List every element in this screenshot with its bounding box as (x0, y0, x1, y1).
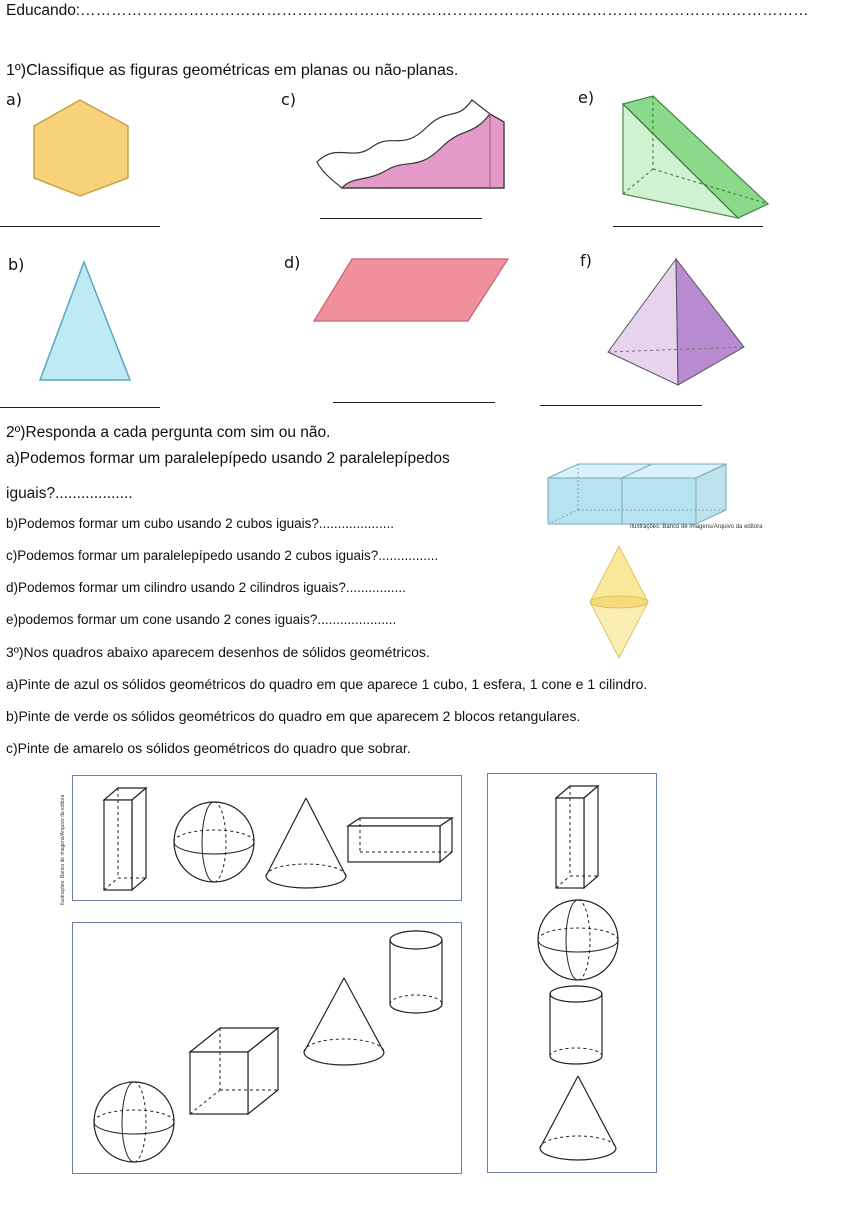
sphere-shape-1 (172, 800, 256, 884)
sphere-shape-3 (536, 898, 620, 982)
question-3c: c)Pinte de amarelo os sólidos geométricos do quadro que sobrar. (6, 740, 411, 756)
wavy-surface-figure (312, 92, 512, 192)
question-2c: c)Podemos formar um paralelepípedo usando 2 cubos iguais?................ (6, 548, 439, 563)
triangular-prism-figure (618, 94, 768, 224)
question-1-title: 1º)Classifique as figuras geométricas em planas ou não-planas. (6, 62, 459, 79)
student-name-field: Educando:…………………………………………………………………………………………………………………………… (6, 2, 809, 19)
rectangular-block-shape-1 (346, 816, 456, 866)
tall-prism-shape-3 (552, 782, 602, 892)
answer-line-e[interactable] (613, 226, 763, 227)
question-2a-line2: iguais?.................. (6, 485, 133, 502)
question-2b: b)Podemos formar um cubo usando 2 cubos iguais?.................... (6, 516, 394, 531)
sphere-shape-2 (92, 1080, 176, 1164)
question-2d: d)Podemos formar um cilindro usando 2 cilindros iguais?................ (6, 580, 406, 595)
answer-line-a[interactable] (0, 226, 160, 227)
question-2e: e)podemos formar um cone usando 2 cones iguais?..................... (6, 612, 397, 627)
answer-line-c[interactable] (320, 218, 482, 219)
label-e: e) (578, 88, 595, 107)
question-2-title: 2º)Responda a cada pergunta com sim ou não. (6, 424, 331, 441)
tall-prism-shape-1 (100, 784, 150, 894)
parallelogram-figure (312, 257, 512, 327)
label-c: c) (281, 90, 297, 109)
answer-line-b[interactable] (0, 407, 160, 408)
label-f: f) (580, 251, 592, 270)
credit-q2: Ilustrações: Banco de imagens/Arquivo da editora (630, 524, 763, 530)
cylinder-shape-3 (548, 984, 608, 1068)
double-cone-figure (584, 544, 654, 662)
answer-line-d[interactable] (333, 402, 495, 403)
question-3b: b)Pinte de verde os sólidos geométricos do quadro em que aparecem 2 blocos retangulares. (6, 708, 581, 724)
triangle-figure (38, 260, 138, 385)
label-a: a) (6, 90, 23, 109)
label-d: d) (284, 253, 301, 272)
cone-shape-1 (264, 796, 348, 896)
question-3a: a)Pinte de azul os sólidos geométricos do quadro em que aparece 1 cubo, 1 esfera, 1 cone e 1 cilindro. (6, 676, 648, 692)
cone-shape-3 (538, 1074, 622, 1170)
cylinder-shape-2 (388, 928, 448, 1018)
answer-line-f[interactable] (540, 405, 702, 406)
cone-shape-2 (302, 976, 386, 1076)
credit-q3: Ilustrações: Banco de imagens/Arquivo da editora (60, 794, 66, 905)
hexagon-figure (32, 98, 132, 198)
cube-shape-2 (188, 1026, 288, 1118)
question-3-title: 3º)Nos quadros abaixo aparecem desenhos de sólidos geométricos. (6, 644, 430, 660)
pyramid-figure (606, 257, 746, 387)
label-b: b) (8, 255, 25, 274)
joined-boxes-figure (546, 460, 766, 530)
question-2a-line1: a)Podemos formar um paralelepípedo usando 2 paralelepípedos (6, 450, 450, 467)
